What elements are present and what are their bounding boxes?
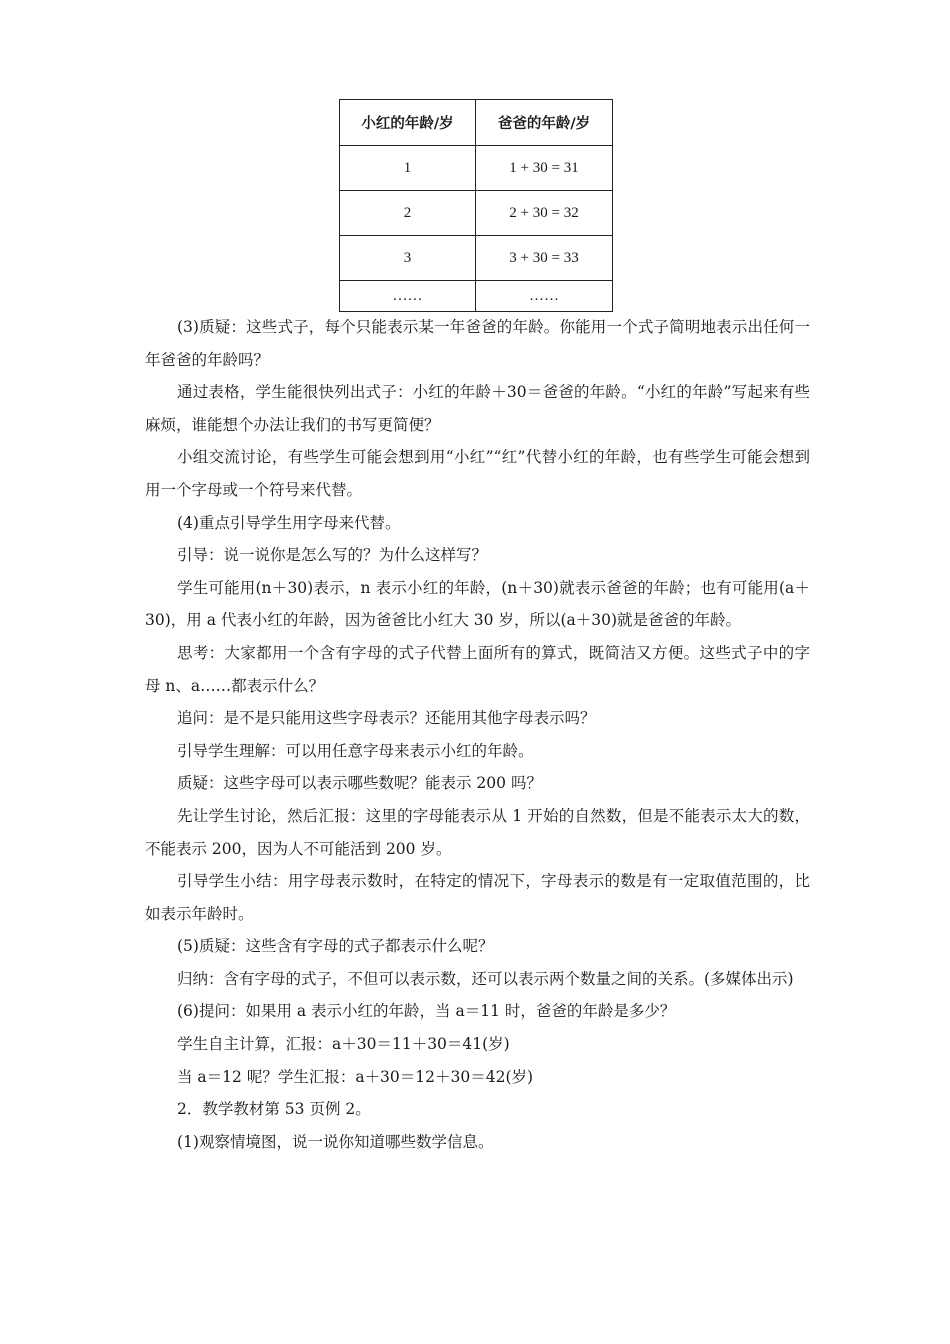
paragraph: (4)重点引导学生用字母来代替。 xyxy=(177,513,401,532)
table-row xyxy=(340,191,613,236)
paragraph: 引导学生理解：可以用任意字母来表示小红的年龄。 xyxy=(177,741,534,760)
paragraph: (6)提问：如果用 a 表示小红的年龄，当 a＝11 时，爸爸的年龄是多少？ xyxy=(177,1002,676,1021)
paragraph: 先让学生讨论，然后汇报：这里的字母能表示从 1 开始的自然数，但是不能表示太大的数，不能表示 200，因为人不可能活到 200 岁。 xyxy=(145,806,810,858)
paragraph: 归纳：含有字母的式子，不但可以表示数，还可以表示两个数量之间的关系。(多媒体出示) xyxy=(177,969,794,988)
paragraph: 通过表格，学生能很快列出式子：小红的年龄＋30＝爸爸的年龄。“小红的年龄”写起来有些麻烦，谁能想个办法让我们的书写更简便？ xyxy=(145,383,810,434)
table-row xyxy=(340,146,613,191)
paragraph: 引导：说一说你是怎么写的？为什么这样写？ xyxy=(177,546,488,565)
table-cell: 1 xyxy=(340,146,476,191)
paragraph: (3)质疑：这些式子，每个只能表示某一年爸爸的年龄。你能用一个式子简明地表示出任何一年爸爸的年龄吗？ xyxy=(145,318,810,369)
document-body xyxy=(145,311,810,1158)
table-cell: 1 + 30 = 31 xyxy=(476,146,613,191)
paragraph: (1)观察情境图，说一说你知道哪些数学信息。 xyxy=(177,1132,494,1151)
paragraph: 小组交流讨论，有些学生可能会想到用“小红”“红”代替小红的年龄，也有些学生可能会想到用一个字母或一个符号来代替。 xyxy=(145,448,810,499)
paragraph: 学生可能用(n＋30)表示，n 表示小红的年龄，(n＋30)就表示爸爸的年龄；也有可能用(a＋30)，用 a 代表小红的年龄，因为爸爸比小红大 30 岁，所以(a＋30)就是爸爸的年龄。 xyxy=(145,578,810,630)
table-cell: 2 xyxy=(340,191,476,236)
table-row xyxy=(340,236,613,281)
paragraph: 引导学生小结：用字母表示数时，在特定的情况下，字母表示的数是有一定取值范围的，比如表示年龄时。 xyxy=(145,872,810,923)
table-cell: 3 xyxy=(340,236,476,281)
header-dad-age: 爸爸的年龄/岁 xyxy=(476,100,613,146)
table-cell: …… xyxy=(340,281,476,312)
paragraph: 追问：是不是只能用这些字母表示？还能用其他字母表示吗？ xyxy=(177,709,596,728)
table-cell: …… xyxy=(476,281,613,312)
paragraph: 学生自主计算，汇报：a＋30＝11＋30＝41(岁) xyxy=(177,1035,510,1054)
paragraph: 质疑：这些字母可以表示哪些数呢？能表示 200 吗？ xyxy=(177,774,542,793)
table-cell: 3 + 30 = 33 xyxy=(476,236,613,281)
paragraph: (5)质疑：这些含有字母的式子都表示什么呢？ xyxy=(177,937,494,956)
paragraph: 2．教学教材第 53 页例 2。 xyxy=(177,1100,371,1119)
header-xiaohong-age: 小红的年龄/岁 xyxy=(340,100,476,146)
table-cell: 2 + 30 = 32 xyxy=(476,191,613,236)
paragraph: 思考：大家都用一个含有字母的式子代替上面所有的算式，既简洁又方便。这些式子中的字母 n、a……都表示什么？ xyxy=(145,643,810,695)
paragraph: 当 a＝12 呢？学生汇报：a＋30＝12＋30＝42(岁) xyxy=(177,1067,534,1086)
table-row xyxy=(340,281,613,312)
age-table xyxy=(339,99,613,312)
table-header-row xyxy=(340,100,613,146)
